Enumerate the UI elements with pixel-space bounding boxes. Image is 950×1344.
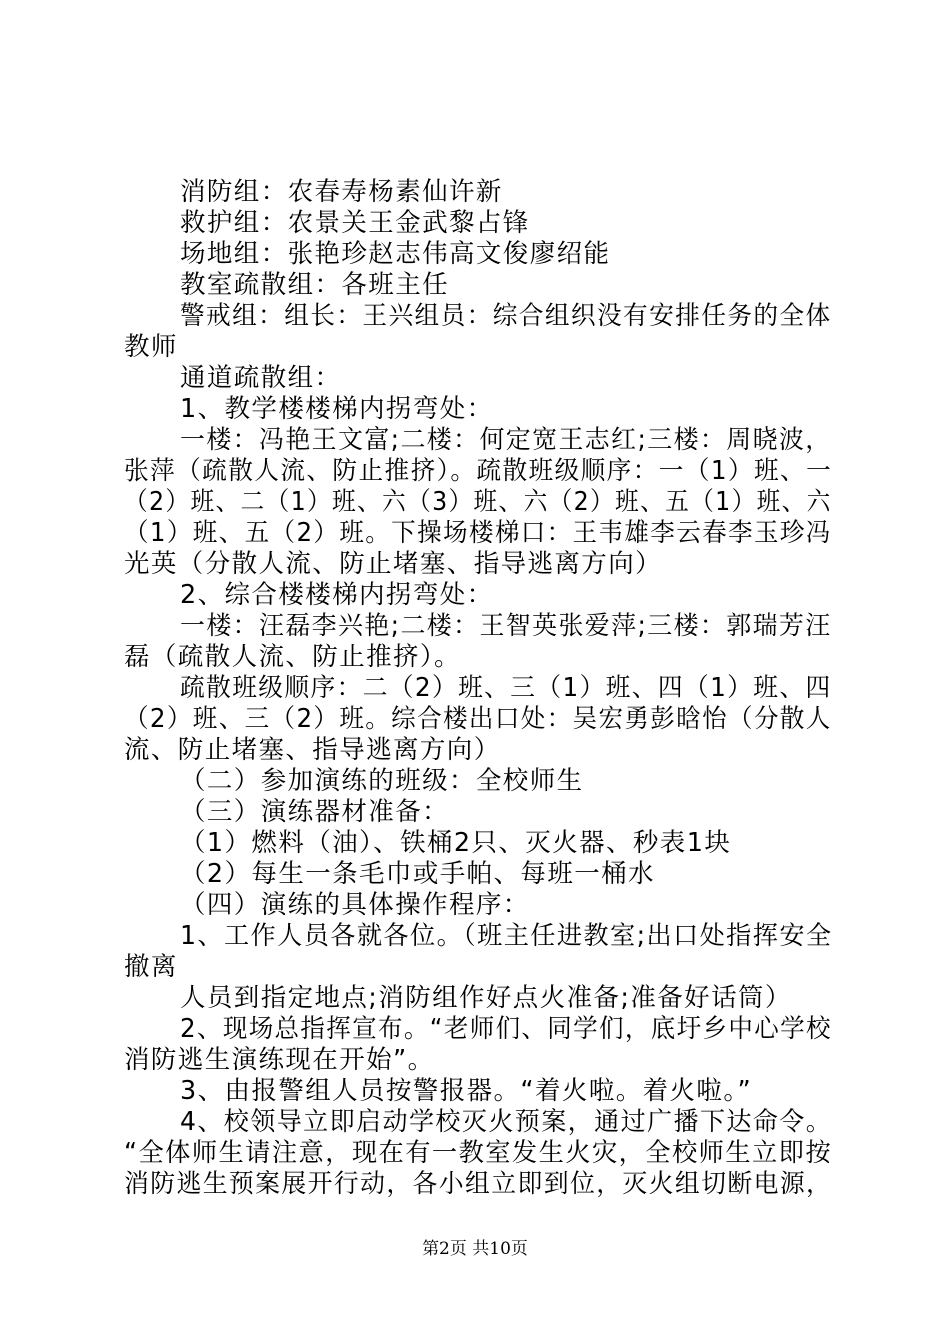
paragraph-line: （三）演练器材准备： (180, 797, 450, 827)
paragraph-line: 2、现场总指挥宣布。“老师们、同学们，底圩乡中心学校 (180, 1014, 832, 1044)
paragraph-line: 人员到指定地点;消防组作好点火准备;准备好话筒） (180, 983, 792, 1013)
paragraph-line: 一楼：汪磊李兴艳;二楼：王智英张爱萍;三楼：郭瑞芳汪 (180, 611, 832, 641)
paragraph-line: 3、由报警组人员按警报器。“着火啦。着火啦。” (180, 1076, 753, 1106)
paragraph-line: 4、校领导立即启动学校灭火预案，通过广播下达命令。 (180, 1107, 833, 1137)
paragraph-line: （1）班、五（2）班。下操场楼梯口：王韦雄李云春李玉珍冯 (124, 518, 832, 548)
paragraph-line: （2）班、三（2）班。综合楼出口处：吴宏勇彭晗怡（分散人 (124, 704, 832, 734)
paragraph-line: 消防逃生预案展开行动，各小组立即到位，灭火组切断电源， (124, 1169, 833, 1199)
paragraph-line: 撤离 (124, 952, 178, 982)
paragraph-line: （二）参加演练的班级：全校师生 (180, 766, 584, 796)
paragraph-line: 教室疏散组：各班主任 (180, 270, 450, 300)
paragraph-line: 教师 (124, 332, 178, 362)
paragraph-line: 消防组：农春寿杨素仙许新 (180, 177, 503, 207)
paragraph-line: 1、教学楼楼梯内拐弯处： (180, 394, 494, 424)
paragraph-line: （1）燃料（油）、铁桶2只、灭火器、秒表1块 (180, 828, 732, 858)
paragraph-line: 光英（分散人流、防止堵塞、指导逃离方向） (124, 549, 663, 579)
paragraph-line: 1、工作人员各就各位。（班主任进教室;出口处指挥安全 (180, 921, 833, 951)
paragraph-line: 张萍（疏散人流、防止推挤）。疏散班级顺序：一（1）班、一 (124, 456, 833, 486)
paragraph-line: “全体师生请注意，现在有一教室发生火灾，全校师生立即按 (124, 1138, 833, 1168)
paragraph-line: 磊（疏散人流、防止推挤）。 (124, 642, 461, 672)
paragraph-line: （2）每生一条毛巾或手帕、每班一桶水 (180, 859, 655, 889)
paragraph-line: 2、综合楼楼梯内拐弯处： (180, 580, 494, 610)
paragraph-line: 消防逃生演练现在开始”。 (124, 1045, 435, 1075)
paragraph-line: 通道疏散组： (180, 363, 342, 393)
paragraph-line: 疏散班级顺序：二（2）班、三（1）班、四（1）班、四 (180, 673, 832, 703)
paragraph-line: （四）演练的具体操作程序： (180, 890, 530, 920)
paragraph-line: 场地组：张艳珍赵志伟高文俊廖绍能 (180, 239, 611, 269)
paragraph-line: 警戒组：组长：王兴组员：综合组织没有安排任务的全体 (180, 301, 832, 331)
page-number-footer: 第2页 共10页 (422, 1239, 528, 1259)
paragraph-line: 一楼：冯艳王文富;二楼：何定宽王志红;三楼：周晓波， (180, 425, 832, 455)
paragraph-line: 救护组：农景关王金武黎占锋 (180, 208, 530, 238)
paragraph-line: 流、防止堵塞、指导逃离方向） (124, 735, 501, 765)
paragraph-line: （2）班、二（1）班、六（3）班、六（2）班、五（1）班、六 (124, 487, 832, 517)
